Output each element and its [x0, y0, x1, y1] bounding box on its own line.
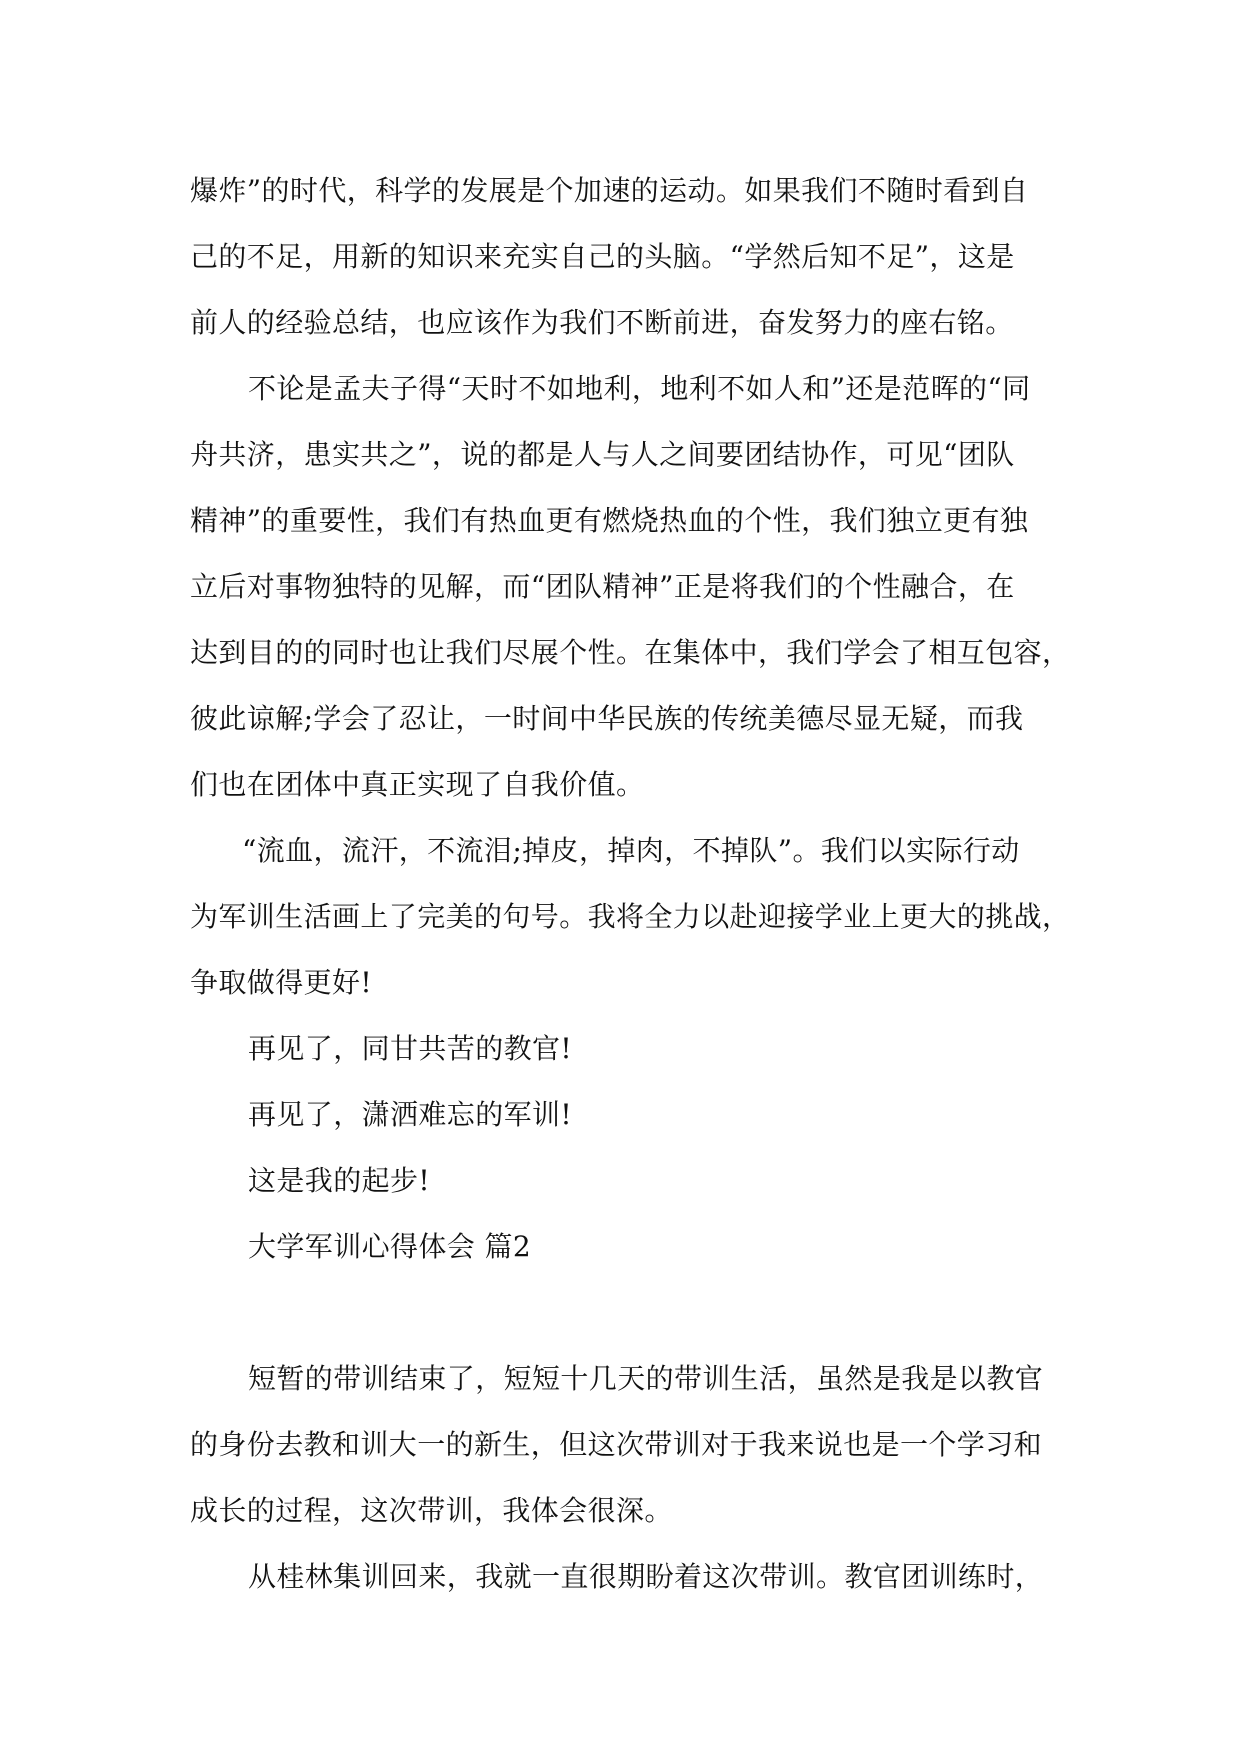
paragraph-line: 爆炸”的时代，科学的发展是个加速的运动。如果我们不随时看到自	[190, 174, 1029, 207]
paragraph-line: 己的不足，用新的知识来充实自己的头脑。“学然后知不足”，这是	[190, 240, 1015, 273]
paragraph-line: 短暂的带训结束了，短短十几天的带训生活，虽然是我是以教官	[248, 1362, 1044, 1395]
paragraph-line: 达到目的的同时也让我们尽展个性。在集体中，我们学会了相互包容，	[190, 636, 1071, 669]
paragraph-line: 的身份去教和训大一的新生，但这次带训对于我来说也是一个学习和	[190, 1428, 1043, 1461]
paragraph-line: 为军训生活画上了完美的句号。我将全力以赴迎接学业上更大的挑战，	[190, 900, 1071, 933]
section-heading: 大学军训心得体会 篇2	[248, 1230, 532, 1263]
paragraph-line: 精神”的重要性，我们有热血更有燃烧热血的个性，我们独立更有独	[190, 504, 1029, 537]
paragraph-line: 彼此谅解;学会了忍让，一时间中华民族的传统美德尽显无疑，而我	[190, 702, 1024, 735]
paragraph-line: 从桂林集训回来，我就一直很期盼着这次带训。教官团训练时，	[248, 1560, 1044, 1593]
paragraph-line: 再见了，潇洒难忘的军训!	[248, 1098, 573, 1131]
paragraph-line: 立后对事物独特的见解，而“团队精神”正是将我们的个性融合，在	[190, 570, 1015, 603]
paragraph-line: 前人的经验总结，也应该作为我们不断前进，奋发努力的座右铭。	[190, 306, 1014, 339]
paragraph-line: 再见了，同甘共苦的教官!	[248, 1032, 573, 1065]
paragraph-line: 成长的过程，这次带训，我体会很深。	[190, 1494, 673, 1527]
paragraph-line: 们也在团体中真正实现了自我价值。	[190, 768, 645, 801]
paragraph-line: 舟共济，患实共之”，说的都是人与人之间要团结协作，可见“团队	[190, 438, 1015, 471]
paragraph-line: 不论是孟夫子得“天时不如地利，地利不如人和”还是范晖的“同	[248, 372, 1031, 405]
paragraph-line: 争取做得更好!	[190, 966, 373, 999]
paragraph-line: “流血，流汗，不流泪;掉皮，掉肉，不掉队”。我们以实际行动	[242, 834, 1020, 867]
paragraph-line: 这是我的起步!	[248, 1164, 431, 1197]
